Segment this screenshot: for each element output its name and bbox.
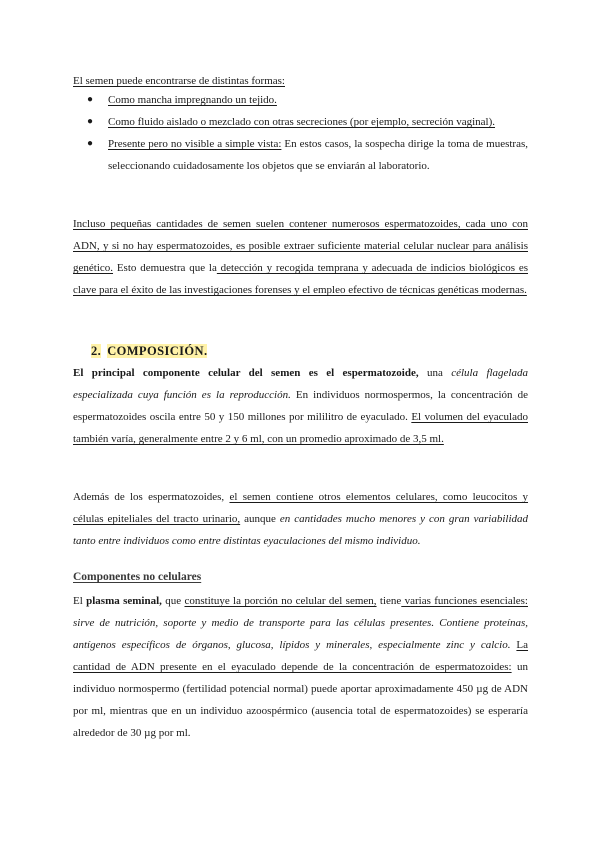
other-cells-paragraph [73,486,528,552]
plasma-paragraph [73,590,528,744]
others-underlined: el semen contiene otros elementos celulares, como leucocitos y células epiteliales del tracto urinario, [73,491,529,525]
others-text-1: Además de los espermatozoides, [73,491,230,503]
comp-underlined: El volumen del eyaculado también varía, generalmente entre 2 y 6 ml, con un promedio aproximado de 3,5 ml. [73,411,528,445]
list-item [73,111,528,133]
others-text-2: aunque [240,513,280,525]
list-item-underlined: Presente pero no visible a simple vista: [108,138,282,150]
bullet-icon: ● [87,138,94,149]
list-item-text: En estos casos, la sospecha dirige la toma de muestras, seleccionando cuidadosamente los objetos que se enviarán al laboratorio. [108,138,528,172]
adn-underlined-1: Incluso pequeñas cantidades de semen suelen contener numerosos espermatozoides, cada uno con ADN, y si no hay espermatozoides, es posible extraer suficiente material celular nuclear para análisis genético. [73,218,528,274]
list-item-underlined: Como fluido aislado o mezclado con otras secreciones (por ejemplo, secreción vaginal). [108,116,496,128]
adn-text-1: Esto demuestra que la [113,262,217,274]
plasma-bold: plasma seminal, [86,595,162,607]
plasma-text-5: un individuo normospermo (fertilidad potencial normal) puede aportar aproximadamente 450 µg de ADN por ml, mientras que en un individuo azoospérmico (ausencia total de espermatozoides) se esperaría alrededor de 30 µg por ml. [73,661,528,739]
comp-italic: célula flagelada especializada cuya función es la reproducción. [73,367,528,401]
plasma-text-1: El [73,595,87,607]
subheading: Componentes no celulares [73,571,202,583]
section-number: 2. [91,344,102,358]
plasma-text-3: tiene [376,595,402,607]
list-item-underlined: Como mancha impregnando un tejido. [108,94,277,106]
comp-text-2: En individuos normospermos, la concentración de espermatozoides oscila entre 50 y 150 millones por mililitro de eyaculado. [73,389,528,423]
plasma-underlined-2: varias funciones esenciales: [401,595,528,607]
plasma-underlined-3: La cantidad de ADN presente en el eyaculado depende de la concentración de espermatozoides: [73,639,529,673]
adn-underlined-2: detección y recogida temprana y adecuada de indicios biológicos es clave para el éxito de las investigaciones forenses y el empleo efectivo de técnicas genéticas modernas. [73,262,528,296]
plasma-italic: sirve de nutrición, soporte y medio de transporte para las células presentes. Contiene proteínas, antígenos específicos de órganos, glucosa, lípidos y minerales, especialmente zinc y calcio. [73,617,528,651]
plasma-underlined-1: constituye la porción no celular del semen, [184,595,377,607]
list-item [73,89,528,111]
comp-bold: El principal componente celular del semen es el espermatozoide, [73,367,419,379]
intro-line: El semen puede encontrarse de distintas formas: [73,75,285,87]
bullet-icon: ● [87,116,94,127]
forms-list [73,89,528,177]
comp-text-1: una [418,367,452,379]
composition-paragraph [73,362,528,450]
adn-paragraph [73,213,528,301]
section-title: COMPOSICIÓN. [107,344,208,358]
others-italic: en cantidades mucho menores y con gran variabilidad tanto entre individuos como entre distintas eyaculaciones del mismo individuo. [73,513,529,547]
plasma-text-2: que [161,595,185,607]
list-item [73,133,528,177]
bullet-icon: ● [87,94,94,105]
section-heading [91,340,207,362]
